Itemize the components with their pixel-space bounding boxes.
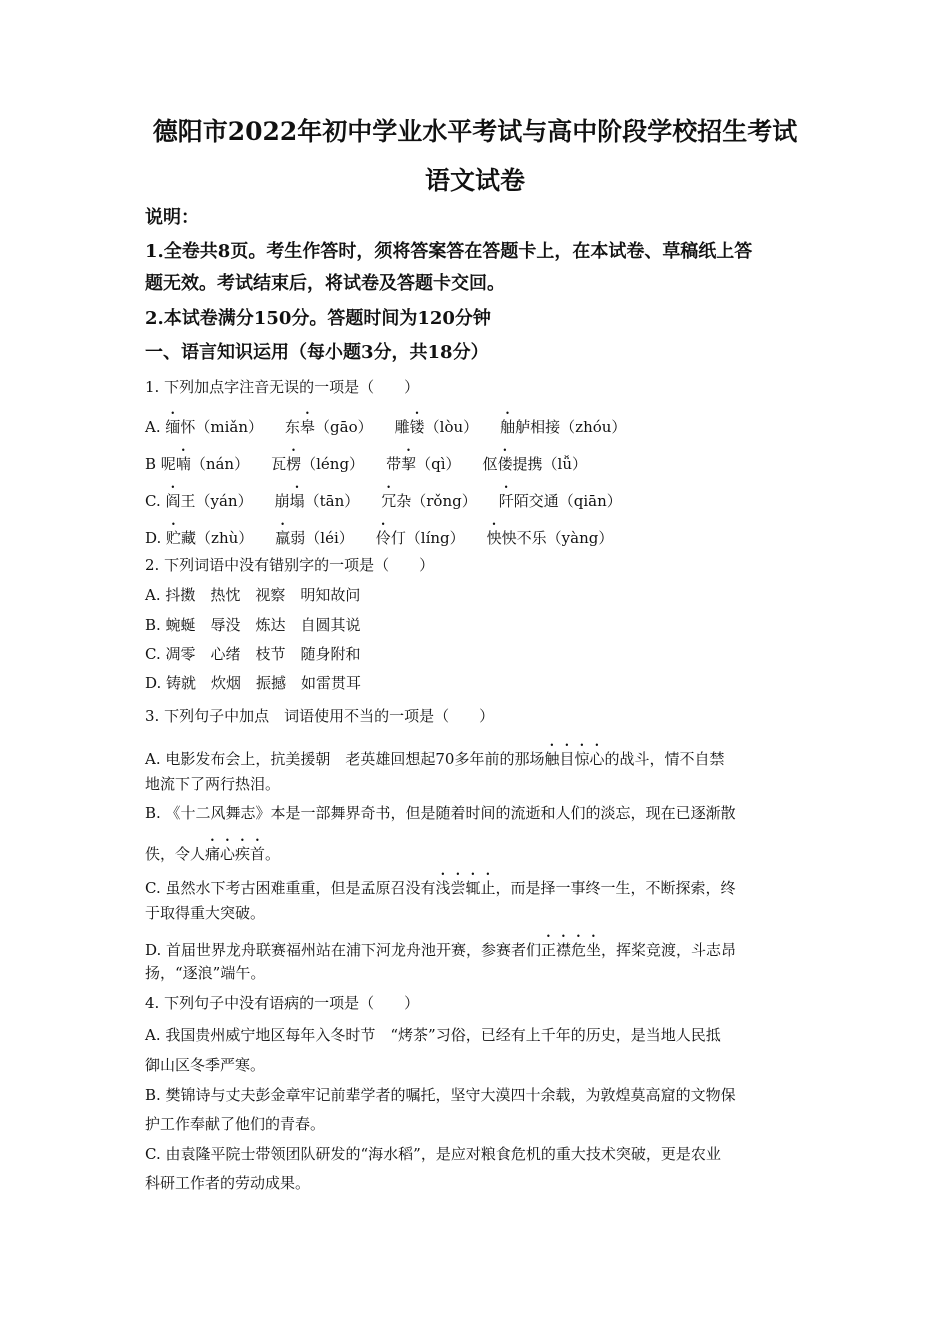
q1-d2-rest: 弱（léi） bbox=[290, 529, 354, 547]
q1-b4-rest: 提携（lǚ） bbox=[512, 455, 587, 473]
q3-option-a-line-1 bbox=[145, 741, 725, 770]
q1-b3-dotted: 挈 bbox=[401, 455, 417, 473]
q4-option-a-line-1: A. 我国贵州威宁地区每年入冬时节 “烤茶”习俗，已经有上千年的历史，是当地人民抵 bbox=[145, 1026, 721, 1044]
q1-d3-rest: 仃（líng） bbox=[390, 529, 465, 547]
q3-option-b-line-2 bbox=[145, 836, 280, 865]
instruction-2: 2.本试卷满分150分。答题时间为120分钟 bbox=[145, 308, 491, 329]
q2-option-c: C. 凋零 心绪 枝节 随身附和 bbox=[145, 645, 361, 663]
q1-d3-dotted: 伶 bbox=[375, 529, 391, 547]
q3-option-a-line-2: 地流下了两行热泪。 bbox=[145, 775, 281, 793]
q1-d2-dotted: 羸 bbox=[275, 529, 291, 547]
q1-option-c bbox=[145, 483, 622, 512]
q3-a-dotted: 触目惊心 bbox=[544, 750, 605, 768]
q3-b-post: 。 bbox=[265, 845, 281, 863]
q1-d4-dotted: 怏 bbox=[486, 529, 502, 547]
q3-c-pre: C. 虽然水下考古困难重重，但是孟原召没有 bbox=[145, 879, 436, 897]
q3-option-c-line-2: 于取得重大突破。 bbox=[145, 904, 266, 922]
q1-d-lead: D. bbox=[145, 529, 167, 547]
q1-b1-pre: 呢 bbox=[160, 455, 176, 473]
q1-c1-rest: 王（yán） bbox=[180, 492, 253, 510]
exam-title: 德阳市2022年初中学业水平考试与高中阶段学校招生考试 bbox=[152, 117, 798, 146]
q1-c4-dotted: 阡 bbox=[498, 492, 514, 510]
q3-b-dotted: 痛心疾首 bbox=[205, 845, 266, 863]
q3-b-pre: 佚，令人 bbox=[145, 845, 206, 863]
q1-option-a bbox=[145, 409, 626, 438]
q2-option-b: B. 蜿蜒 辱没 炼达 自圆其说 bbox=[145, 616, 361, 634]
q2-option-a: A. 抖擞 热忱 视察 明知故问 bbox=[145, 586, 361, 604]
q3-d-post: ，挥桨竞渡，斗志昂 bbox=[601, 941, 737, 959]
q1-b1-dotted: 喃 bbox=[175, 455, 191, 473]
q1-c2-dotted: 塌 bbox=[289, 492, 305, 510]
instructions-label: 说明： bbox=[145, 207, 199, 228]
q3-option-b-line-1: B. 《十二风舞志》本是一部舞界奇书，但是随着时间的流逝和人们的淡忘，现在已逐渐散 bbox=[145, 804, 736, 822]
section-1-heading: 一、语言知识运用（每小题3分，共18分） bbox=[145, 342, 489, 363]
q3-d-dotted: 正襟危坐 bbox=[541, 941, 602, 959]
q1-a3-dotted: 镂 bbox=[409, 418, 425, 436]
q3-option-d-line-1 bbox=[145, 932, 736, 961]
q1-b2-dotted: 楞 bbox=[286, 455, 302, 473]
q1-b2-rest: （léng） bbox=[301, 455, 365, 473]
q1-a2-rest: （gāo） bbox=[315, 418, 373, 436]
q1-a-lead: A. bbox=[145, 418, 166, 436]
q1-c2-rest: （tān） bbox=[304, 492, 360, 510]
q3-option-c-line-1 bbox=[145, 870, 736, 899]
q3-c-post: ，而是择一事终一生，不断探索，终 bbox=[495, 879, 736, 897]
q1-d1-rest: 藏（zhù） bbox=[181, 529, 254, 547]
q1-c-lead: C. bbox=[145, 492, 166, 510]
q1-d1-dotted: 贮 bbox=[166, 529, 182, 547]
q1-b2-pre: 瓦 bbox=[271, 455, 287, 473]
q1-a1-rest: 怀（miǎn） bbox=[180, 418, 264, 436]
q3-a-post: 的战斗，情不自禁 bbox=[604, 750, 725, 768]
q1-c2-pre: 崩 bbox=[274, 492, 290, 510]
q3-c-dotted: 浅尝辄止 bbox=[435, 879, 496, 897]
q1-a2-dotted: 皋 bbox=[300, 418, 316, 436]
instruction-1-line-1: 1.全卷共8页。考生作答时，须将答案答在答题卡上，在本试卷、草稿纸上答 bbox=[145, 241, 753, 262]
q1-c4-rest: 陌交通（qiān） bbox=[513, 492, 622, 510]
q1-b3-rest: （qì） bbox=[416, 455, 461, 473]
q4-option-b-line-1: B. 樊锦诗与丈夫彭金章牢记前辈学者的嘱托，坚守大漠四十余载，为敦煌莫高窟的文物保 bbox=[145, 1086, 736, 1104]
q1-a1-dotted: 缅 bbox=[165, 418, 181, 436]
q1-c1-dotted: 阎 bbox=[165, 492, 181, 510]
q3-stem: 3. 下列句子中加点 词语使用不当的一项是（ ） bbox=[145, 707, 495, 725]
q1-b4-dotted: 偻 bbox=[497, 455, 513, 473]
q1-b4-pre: 伛 bbox=[482, 455, 498, 473]
q4-option-b-line-2: 护工作奉献了他们的青春。 bbox=[145, 1115, 326, 1133]
q1-b1-rest: （nán） bbox=[190, 455, 250, 473]
q1-c3-rest: 杂（rǒng） bbox=[396, 492, 477, 510]
q3-option-d-line-2: 扬，“逐浪”端午。 bbox=[145, 964, 266, 982]
q1-c3-dotted: 冗 bbox=[381, 492, 397, 510]
q1-option-b bbox=[145, 446, 587, 475]
q4-option-a-line-2: 御山区冬季严寒。 bbox=[145, 1056, 266, 1074]
q1-b-lead: B bbox=[145, 455, 161, 473]
q1-a4-dotted: 舳 bbox=[500, 418, 516, 436]
q4-option-c-line-1: C. 由袁隆平院士带领团队研发的“海水稻”，是应对粮食危机的重大技术突破，更是农业 bbox=[145, 1145, 721, 1163]
instruction-1-line-2: 题无效。考试结束后，将试卷及答题卡交回。 bbox=[145, 273, 505, 294]
q1-a3-rest: （lòu） bbox=[424, 418, 479, 436]
q1-b3-pre: 带 bbox=[386, 455, 402, 473]
q3-a-pre: A. 电影发布会上，抗美援朝 老英雄回想起70多年前的那场 bbox=[145, 750, 545, 768]
q2-option-d: D. 铸就 炊烟 振撼 如雷贯耳 bbox=[145, 674, 362, 692]
q2-stem: 2. 下列词语中没有错别字的一项是（ ） bbox=[145, 556, 435, 574]
exam-subtitle: 语文试卷 bbox=[424, 166, 525, 195]
q1-a2-pre: 东 bbox=[285, 418, 301, 436]
q1-d4-rest: 怏不乐（yàng） bbox=[501, 529, 614, 547]
q3-d-pre: D. 首届世界龙舟联赛福州站在浦下河龙舟池开赛，参赛者们 bbox=[145, 941, 542, 959]
q1-a3-pre: 雕 bbox=[394, 418, 410, 436]
q4-stem: 4. 下列句子中没有语病的一项是（ ） bbox=[145, 994, 420, 1012]
q1-a4-rest: 舻相接（zhóu） bbox=[515, 418, 627, 436]
q1-option-d bbox=[145, 520, 613, 549]
q4-option-c-line-2: 科研工作者的劳动成果。 bbox=[145, 1174, 311, 1192]
q1-stem: 1. 下列加点字注音无误的一项是（ ） bbox=[145, 378, 420, 396]
